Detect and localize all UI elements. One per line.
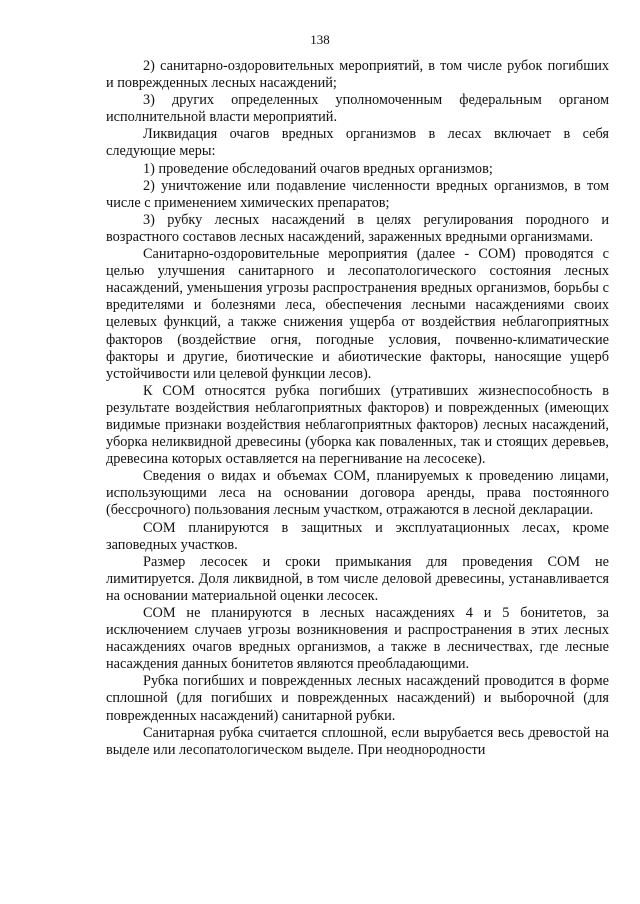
paragraph: Сведения о видах и объемах СОМ, планируемых к проведению лицами, использующими леса на основании договора аренды, права постоянного (бессрочного) пользования лесным участком, отражаются в лесной декларации. [106, 468, 609, 519]
paragraph: Санитарно-оздоровительные мероприятия (далее - СОМ) проводятся с целью улучшения санитарного и лесопатологического состояния лесных насаждений, уменьшения угрозы распространения вредных организмов, борьбы с вредителями и болезнями леса, обеспечения лесными насаждениями своих целевых функций, а также снижения ущерба от воздействия неблагоприятных факторов (воздействие огня, погодные условия, почвенно-климатические факторы и другие, биотические и абиотические факторы, наносящие ущерб устойчивости или целевой функции лесов). [106, 246, 609, 382]
paragraph: Ликвидация очагов вредных организмов в лесах включает в себя следующие меры: [106, 126, 609, 160]
paragraph: К СОМ относятся рубка погибших (утративших жизнеспособность в результате воздействия неблагоприятных факторов) и поврежденных (имеющих видимые признаки воздействия неблагоприятных факторов) лесных насаждений, уборка неликвидной древесины (уборка как поваленных, так и стоящих деревьев, древесина которых оставляется на перегнивание на лесосеке). [106, 382, 609, 468]
paragraph: 2) уничтожение или подавление численности вредных организмов, в том числе с применением химических препаратов; [106, 177, 609, 211]
paragraph: СОМ не планируются в лесных насаждениях 4 и 5 бонитетов, за исключением случаев угрозы возникновения и распространения в этих лесных насаждениях очагов вредных организмов, а также в лесничествах, где лесные насаждения данных бонитетов являются преобладающими. [106, 605, 609, 673]
paragraph: СОМ планируются в защитных и эксплуатационных лесах, кроме заповедных участков. [106, 519, 609, 553]
paragraph: 1) проведение обследований очагов вредных организмов; [143, 160, 493, 177]
paragraph: Санитарная рубка считается сплошной, если вырубается весь древостой на выделе или лесопатологическом выделе. При неоднородности [106, 724, 609, 758]
paragraph: 2) санитарно-оздоровительных мероприятий, в том числе рубок погибших и поврежденных лесных насаждений; [106, 58, 609, 92]
paragraph: Рубка погибших и поврежденных лесных насаждений проводится в форме сплошной (для погибших и поврежденных насаждений) и выборочной (для поврежденных насаждений) санитарной рубки. [106, 673, 609, 724]
page-number: 138 [310, 32, 330, 47]
document-body [106, 58, 609, 759]
paragraph: Размер лесосек и сроки примыкания для проведения СОМ не лимитируется. Доля ликвидной, в том числе деловой древесины, устанавливается на основании материальной оценки лесосек. [106, 553, 609, 604]
paragraph: 3) других определенных уполномоченным федеральным органом исполнительной власти мероприятий. [106, 92, 609, 126]
paragraph: 3) рубку лесных насаждений в целях регулирования породного и возрастного составов лесных насаждений, зараженных вредными организмами. [106, 211, 609, 245]
